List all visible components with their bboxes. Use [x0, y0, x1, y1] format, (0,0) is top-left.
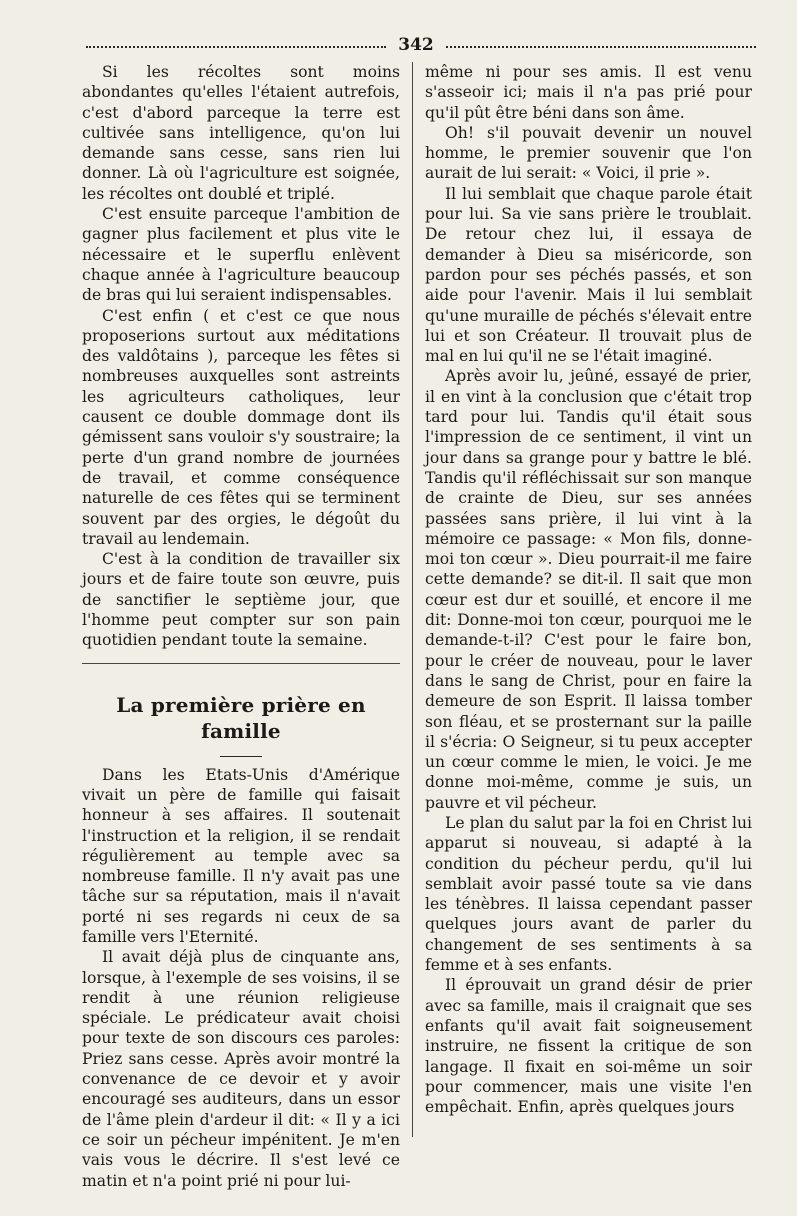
- page-number: 342: [398, 35, 434, 55]
- left-column: [82, 62, 400, 1191]
- paragraph: Oh! s'il pouvait devenir un nouvel homme, le premier souvenir que l'on aurait de lui serait: « Voici, il prie ».: [425, 123, 752, 183]
- title-ornament-rule: [220, 756, 262, 757]
- paragraph: Le plan du salut par la foi en Christ lui apparut si nouveau, si adapté à la condition du pécheur perdu, qu'il lui semblait avoir passé toute sa vie dans les ténèbres. Il laissa cependant passer quelques jours avant de parler du changement de ses sentiments à sa femme et à ses enfants.: [425, 813, 752, 975]
- article-separator: [82, 663, 400, 664]
- page-header: [86, 34, 756, 56]
- paragraph: Si les récoltes sont moins abondantes qu'elles l'étaient autrefois, c'est d'abord parceque la terre est cultivée sans intelligence, qu'on lui demande sans cesse, sans rien lui donner. Là où l'agriculture est soignée, les récoltes ont doublé et triplé.: [82, 63, 400, 203]
- paragraph: Il éprouvait un grand désir de prier avec sa famille, mais il craignait que ses enfants qu'il avait fait soigneusement instruire, ne fissent la critique de son langage. Il fixait en soi-même un soir pour commencer, mais une visite l'en empêchait. Enfin, après quelques jours: [425, 976, 752, 1117]
- header-dotted-rule-left: [86, 46, 386, 48]
- paragraph: C'est enfin ( et c'est ce que nous proposerions surtout aux méditations des valdôtains ), parceque les fêtes si nombreuses auxquelles sont astreints les agriculteurs catholiques, leur causent ce double dommage dont ils gémissent sans vouloir s'y soustraire; la perte d'un grand nombre de journées de travail, et comme conséquence naturelle de ces fêtes qui se terminent souvent par des orgies, le dégoût du travail au lendemain.: [82, 306, 400, 548]
- paragraph: Dans les Etats-Unis d'Amérique vivait un père de famille qui faisait honneur à ses affaires. Il soutenait l'instruction et la religion, il se rendait régulièrement au temple avec sa nombreuse famille. Il n'y avait pas une tâche sur sa réputation, mais il n'avait porté ni ses regards ni ceux de sa famille vers l'Eternité.: [82, 765, 400, 946]
- paragraph: Il lui semblait que chaque parole était pour lui. Sa vie sans prière le troublait. De retour chez lui, il essaya de demander à Dieu sa miséricorde, son pardon pour ses péchés passés, et son aide pour l'avenir. Mais il lui semblait qu'une muraille de péchés s'élevait entre lui et son Créateur. Il trouvait plus de mal en lui qu'il ne se l'était imaginé.: [425, 184, 752, 366]
- column-divider: [412, 62, 413, 1137]
- article-title: La première prière en famille: [116, 692, 366, 743]
- right-column: [425, 62, 752, 1117]
- paragraph: C'est ensuite parceque l'ambition de gagner plus facilement et plus vite le nécessaire et le superflu enlèvent chaque année à l'agriculture beaucoup de bras qui lui seraient indispensables.: [82, 205, 400, 305]
- paragraph: C'est à la condition de travailler six jours et de faire toute son œuvre, puis de sanctifier le septième jour, que l'homme peut compter sur son pain quotidien pendant toute la semaine.: [82, 550, 400, 650]
- paragraph-continued: même ni pour ses amis. Il est venu s'asseoir ici; mais il n'a pas prié pour qu'il pût être béni dans son âme.: [425, 63, 752, 122]
- paragraph: Il avait déjà plus de cinquante ans, lorsque, à l'exemple de ses voisins, il se rendit à une réunion religieuse spéciale. Le prédicateur avait choisi pour texte de son discours ces paroles: Priez sans cesse. Après avoir montré la convenance de ce devoir et y avoir encouragé ses auditeurs, dans un essor de l'âme plein d'ardeur il dit: « Il y a ici ce soir un pécheur impénitent. Je m'en vais vous le décrire. Il s'est levé ce matin et n'a point prié ni pour lui-: [82, 948, 400, 1190]
- paragraph: Après avoir lu, jeûné, essayé de prier, il en vint à la conclusion que c'était trop tard pour lui. Tandis qu'il était sous l'impression de ce sentiment, il vint un jour dans sa grange pour y battre le blé. Tandis qu'il réfléchissait sur son manque de crainte de Dieu, sur ses années passées sans prière, il lui vint à la mémoire ce passage: « Mon fils, donne-moi ton cœur ». Dieu pourrait-il me faire cette demande? se dit-il. Il sait que mon cœur est dur et souillé, et encore il me dit: Donne-moi ton cœur, pourquoi me le demande-t-il? C'est pour le faire bon, pour le créer de nouveau, pour le laver dans le sang de Christ, pour en faire la demeure de son Esprit. Il laissa tomber son fléau, et se prosternant sur la paille il s'écria: O Seigneur, si tu peux accepter un cœur comme le mien, le voici. Je me donne moi-même, comme je suis, un pauvre et vil pécheur.: [425, 367, 752, 812]
- header-dotted-rule-right: [446, 46, 756, 48]
